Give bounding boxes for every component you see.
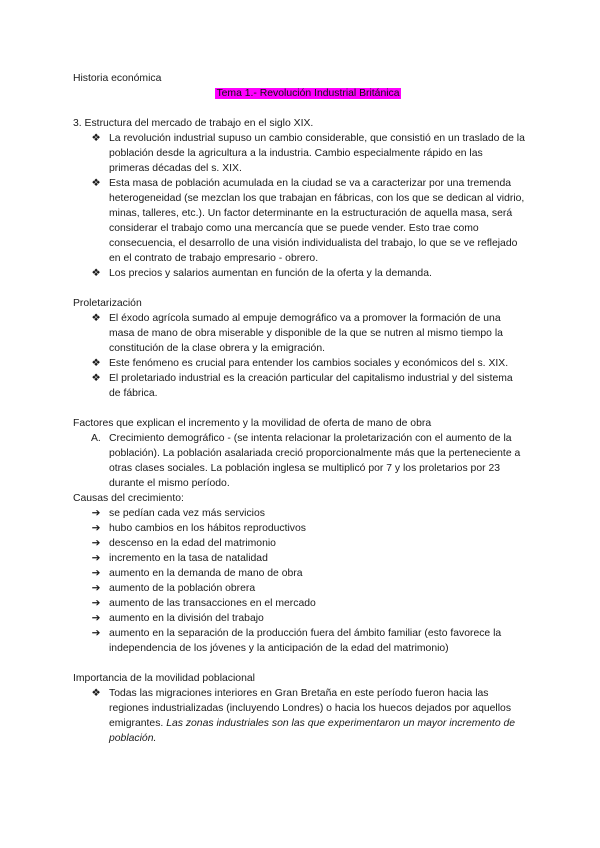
diamond-bullet-icon: ❖: [91, 358, 101, 369]
arrow-bullet-icon: ➔: [91, 628, 101, 639]
list-item: [73, 431, 525, 491]
section-heading-factores: Factores que explican el incremento y la movilidad de oferta de mano de obra: [73, 418, 432, 429]
bullet-list: [73, 131, 525, 281]
italic-emphasis-text: Las zonas industriales son las que experimentaron un mayor incremento de población.: [109, 718, 516, 744]
list-item-text: hubo cambios en los hábitos reproductivos: [109, 523, 306, 534]
diamond-bullet-icon: ❖: [91, 373, 101, 384]
list-item-text: aumento en la demanda de mano de obra: [109, 568, 303, 579]
arrow-bullet-icon: ➔: [91, 613, 101, 624]
list-item: [73, 611, 525, 626]
list-item: [73, 131, 525, 176]
letter-marker: A.: [91, 433, 101, 444]
section-heading-proletarizacion: Proletarización: [73, 298, 142, 309]
arrow-bullet-icon: ➔: [91, 568, 101, 579]
list-item-text: Esta masa de población acumulada en la ciudad se va a caracterizar por una tremenda heterogeneidad (se mezclan los que trabajan en fábricas, con los que se dedican al vidrio, minas, talleres, etc.). Un factor determinante en la estructuración de aquella masa, será considerar el trabajo como una mercancía que se puede vender. Esto trae como consecuencia, el desarrollo de una visión individualista del trabajo, lo que se ve reflejado en el contrato de trabajo empresario - obrero.: [109, 178, 525, 264]
list-item: [73, 596, 525, 611]
arrow-bullet-icon: ➔: [91, 553, 101, 564]
diamond-bullet-icon: ❖: [91, 178, 101, 189]
list-item: [73, 536, 525, 551]
list-item-text: La revolución industrial supuso un cambio considerable, que consistió en un traslado de la población desde la agricultura a la industria. Cambio especialmente rápido en las primeras décadas del s. XIX.: [109, 133, 525, 174]
list-item-text: Todas las migraciones interiores en Gran Bretaña en este período fueron hacia las regiones industrializadas (incluyendo Londres) o hacia los huecos dejados por aquellos emigrantes.: [109, 688, 512, 729]
diamond-bullet-icon: ❖: [91, 133, 101, 144]
list-item: [73, 566, 525, 581]
list-item-text: Los precios y salarios aumentan en función de la oferta y la demanda.: [109, 268, 432, 279]
list-item-text: aumento de la población obrera: [109, 583, 256, 594]
list-item: [73, 551, 525, 566]
lettered-list: [73, 431, 525, 491]
arrow-bullet-icon: ➔: [91, 523, 101, 534]
document-title: [73, 86, 525, 101]
list-item-text: Crecimiento demográfico - (se intenta relacionar la proletarización con el aumento de la población). La población asalariada creció proporcionalmente más que la perteneciente a otras clases sociales. La población inglesa se multiplicó por 7 y los proletarios por 23 durante el mismo período.: [109, 433, 521, 489]
bullet-list: [73, 686, 525, 746]
causes-heading: Causas del crecimiento:: [73, 493, 184, 504]
list-item: [73, 626, 525, 656]
arrow-bullet-icon: ➔: [91, 508, 101, 519]
arrow-bullet-icon: ➔: [91, 583, 101, 594]
list-item: [73, 176, 525, 266]
highlighted-title: Tema 1.- Revolución Industrial Británica: [216, 88, 400, 99]
list-item: [73, 506, 525, 521]
list-item-text: aumento en la división del trabajo: [109, 613, 264, 624]
list-item-text: descenso en la edad del matrimonio: [109, 538, 276, 549]
arrow-list: [73, 506, 525, 656]
diamond-bullet-icon: ❖: [91, 313, 101, 324]
arrow-bullet-icon: ➔: [91, 538, 101, 549]
bullet-list: [73, 311, 525, 401]
list-item-text: El proletariado industrial es la creación particular del capitalismo industrial y del sistema de fábrica.: [109, 373, 513, 399]
list-item: [73, 266, 525, 281]
list-item-text: aumento en la separación de la producción fuera del ámbito familiar (esto favorece la independencia de los jóvenes y la anticipación de la edad del matrimonio): [109, 628, 502, 654]
list-item: [73, 581, 525, 596]
list-item: [73, 686, 525, 746]
list-item-text: Este fenómeno es crucial para entender los cambios sociales y económicos del s. XIX.: [109, 358, 509, 369]
section-heading-movilidad: Importancia de la movilidad poblacional: [73, 673, 255, 684]
section-heading-mercado-trabajo: 3. Estructura del mercado de trabajo en el siglo XIX.: [73, 118, 314, 129]
arrow-bullet-icon: ➔: [91, 598, 101, 609]
list-item: [73, 311, 525, 356]
document-body: [73, 71, 525, 746]
list-item: [73, 356, 525, 371]
list-item-text: se pedían cada vez más servicios: [109, 508, 265, 519]
list-item-text: El éxodo agrícola sumado al empuje demográfico va a promover la formación de una masa de mano de obra miserable y disponible de la que se nutren al mismo tiempo la constitución de la clase obrera y la emigración.: [109, 313, 503, 354]
list-item-text: aumento de las transacciones en el mercado: [109, 598, 316, 609]
list-item-text: incremento en la tasa de natalidad: [109, 553, 268, 564]
document-header: Historia económica: [73, 73, 162, 84]
list-item: [73, 521, 525, 536]
diamond-bullet-icon: ❖: [91, 688, 101, 699]
diamond-bullet-icon: ❖: [91, 268, 101, 279]
list-item: [73, 371, 525, 401]
